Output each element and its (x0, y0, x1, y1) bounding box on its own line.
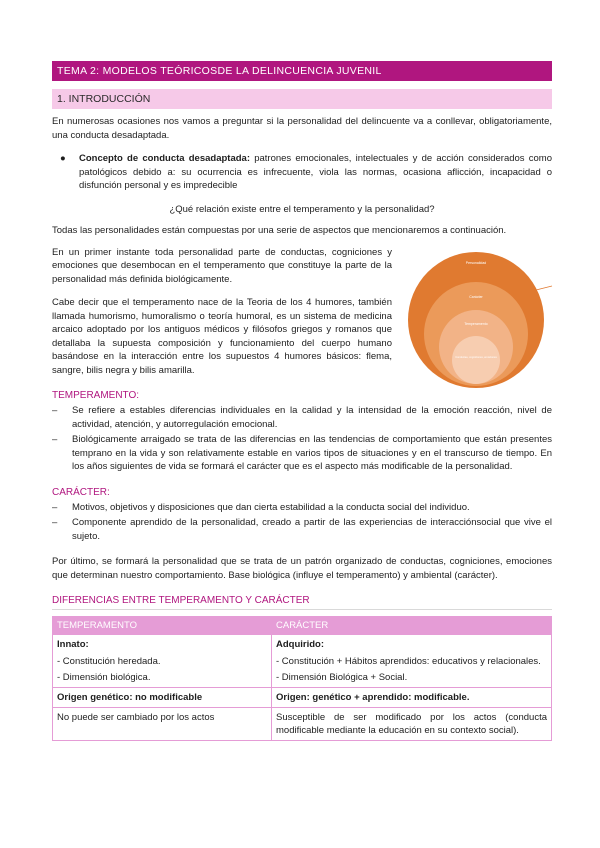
personality-diagram (392, 246, 552, 378)
temperamento-item-text: Biológicamente arraigado se trata de las diferencias en las tendencias de comportamiento que están presentes temprano en la vida y son relativamente estable en varios tipos de situaciones y en el transcurso de tiempo. En los años siguientes de vida se formará el carácter que es el aspecto más modificable de la personalidad. (72, 434, 552, 472)
cell-line: - Constitución + Hábitos aprendidos: educativos y relacionales. (276, 656, 541, 667)
caracter-item (52, 516, 552, 543)
cell-line: - Dimensión Biológica + Social. (276, 672, 408, 683)
temperamento-item (52, 433, 552, 474)
diagram-pointer (536, 286, 552, 290)
table-cell: No puede ser cambiado por los actos (53, 708, 272, 741)
nested-circles-diagram (396, 250, 556, 390)
concept-definition: patrones emocionales, intelectuales y de acción considerados como patológicos debido a: su ocurrencia es infrecuente, viola las normas, ocasiona aflicción, incapacidad o disfunción personal y es impredecible (79, 153, 552, 191)
question-line: ¿Qué relación existe entre el temperamento y la personalidad? (169, 203, 435, 215)
concept-text (79, 152, 552, 193)
table-cell (53, 635, 272, 688)
col-temperamento-header: TEMPERAMENTO (53, 617, 272, 635)
personality-text (52, 246, 392, 378)
table-cell: Origen: genético + aprendido: modificable. (272, 688, 552, 708)
first-instant-paragraph: En un primer instante toda personalidad parte de conductas, cogniciones y emociones que desembocan en el temperamento que constituye la parte de la personalidad más definida biológicamente. (52, 246, 392, 285)
col-caracter-header: CARÁCTER (272, 617, 552, 635)
table-cell: Susceptible de ser modificado por los actos (conducta modificable mediante la educación en su contexto social). (272, 708, 552, 741)
diagram-label-temperamento: Temperamento (464, 321, 488, 326)
table-cell (272, 635, 552, 688)
intro-paragraph: En numerosas ocasiones nos vamos a preguntar si la personalidad del delincuente va a conllevar, obligatoriamente, una conducta desadaptada. (52, 116, 552, 141)
table-row (53, 635, 552, 688)
cell-title: Adquirido: (276, 639, 325, 650)
diagram-label-personalidad: Personalidad (465, 260, 487, 265)
caracter-heading: CARÁCTER: (52, 486, 110, 498)
section-heading: 1. INTRODUCCIÓN (52, 89, 552, 109)
dash-icon: – (52, 434, 58, 445)
bullet-icon: ● (60, 153, 66, 164)
diagram-label-caracter: Carácter (469, 294, 483, 299)
final-paragraph: Por último, se formará la personalidad que se trata de un patrón organizado de conductas, cogniciones, emociones que determinan nuestro comportamiento. Base biológica (influye el temperamento) y ambiental (carácter). (52, 556, 552, 581)
caracter-item (52, 501, 552, 515)
table-heading: DIFERENCIAS ENTRE TEMPERAMENTO Y CARÁCTER (52, 594, 552, 610)
temperamento-heading: TEMPERAMENTO: (52, 390, 140, 401)
caracter-item-text: Motivos, objetivos y disposiciones que dan cierta estabilidad a la conducta social del individuo. (72, 501, 470, 513)
document-page (52, 61, 552, 741)
temperamento-item-text: Se refiere a estables diferencias individuales en la calidad y la intensidad de la emoción reacción, nivel de actividad, atención, y autorregulación emocional. (72, 405, 552, 430)
document-title: TEMA 2: MODELOS TEÓRICOSDE LA DELINCUENCIA JUVENIL (52, 61, 552, 81)
cell-title: Innato: (57, 639, 89, 650)
cell-line: - Constitución heredada. (57, 656, 161, 667)
humors-paragraph: Cabe decir que el temperamento nace de la Teoria de los 4 humores, también llamada humorismo, humoralismo o teoría humoral, es un sistema de medicina arcaico adoptado por los antiguos médicos y filósofos griegos y romanos que detallaba la supuesta composición y funcionamiento del cuerpo humano basándose en la interacción entre los supuestos 4 humores básicos: flema, sangre, bilis negra y bilis amarilla. (52, 297, 392, 376)
concept-term: Concepto de conducta desadaptada: (79, 153, 250, 164)
caracter-item-text: Componente aprendido de la personalidad, creado a partir de las experiencias de interacciónsocial que vive el sujeto. (72, 517, 552, 542)
diagram-circle-conductas (452, 336, 500, 384)
personality-section (52, 246, 552, 378)
table-row (53, 688, 552, 708)
dash-icon: – (52, 501, 58, 513)
personalities-paragraph: Todas las personalidades están compuestas por una serie de aspectos que mencionaremos a continuación. (52, 225, 507, 236)
dash-icon: – (52, 517, 58, 528)
dash-icon: – (52, 405, 58, 416)
cell-line: - Dimensión biológica. (57, 672, 151, 683)
table-row (53, 708, 552, 741)
table-header-row (53, 617, 552, 635)
table-cell: Origen genético: no modificable (53, 688, 272, 708)
comparison-table (52, 616, 552, 741)
diagram-label-conductas: Conductas, cogniciones, emociones (455, 355, 497, 359)
temperamento-item (52, 404, 552, 431)
concept-bullet (52, 152, 552, 193)
